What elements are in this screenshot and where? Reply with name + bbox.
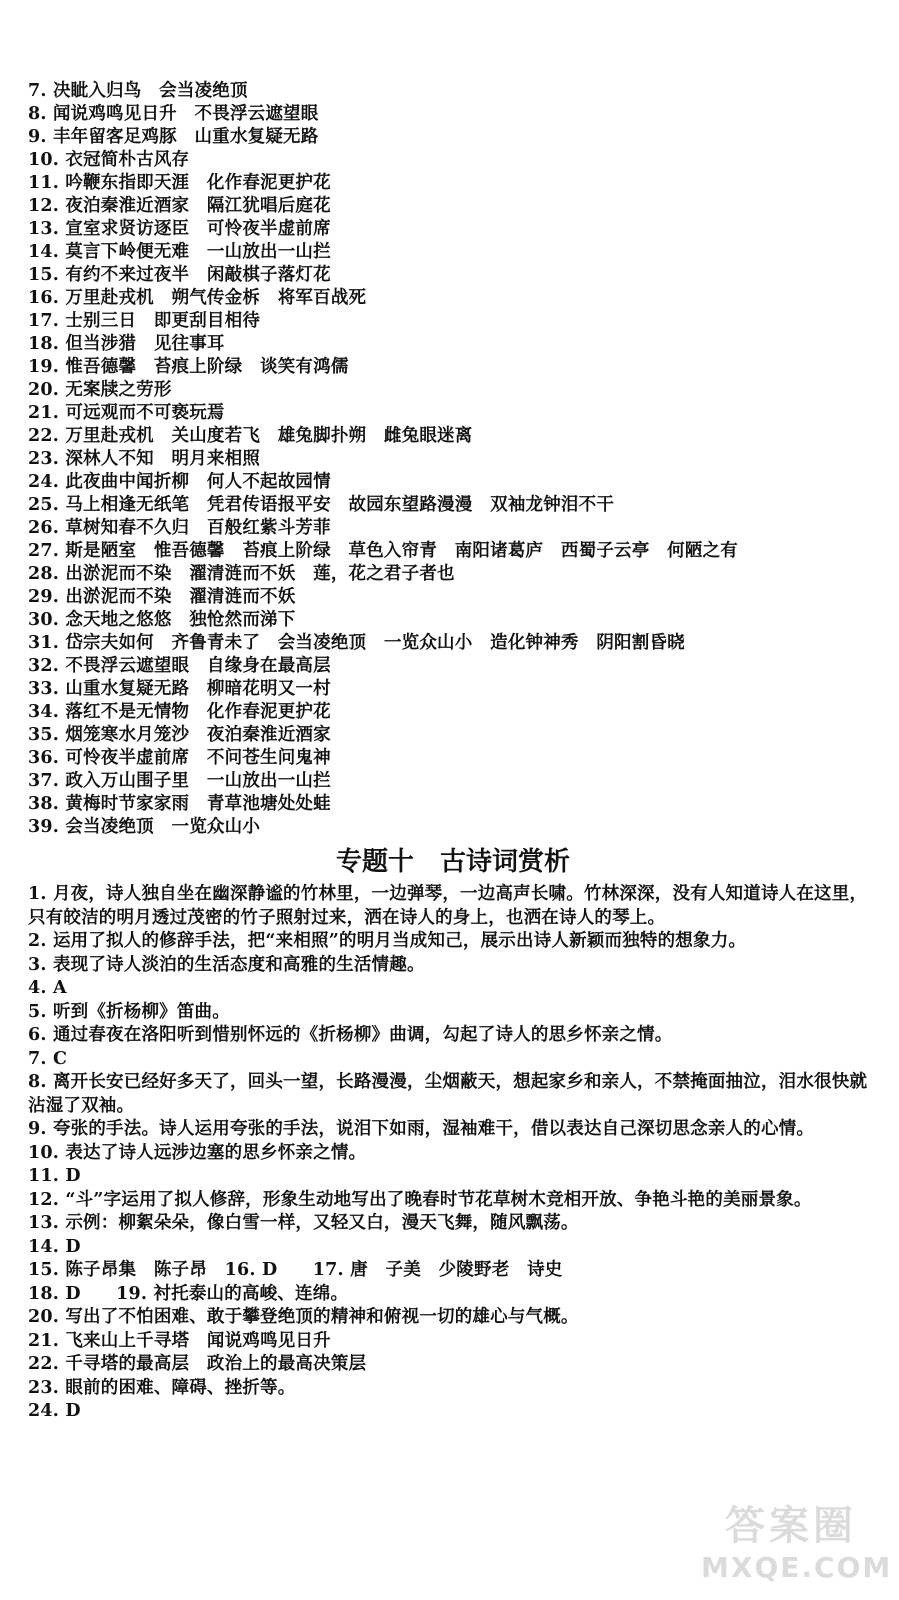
answer-paragraph: 8. 离开长安已经好多天了，回头一望，长路漫漫，尘烟蔽天，想起家乡和亲人，不禁掩面抽泣，泪水很快就沾湿了双袖。 (28, 1072, 868, 1116)
answer-line: 27. 斯是陋室 惟吾德馨 苔痕上阶绿 草色入帘青 南阳诸葛庐 西蜀子云亭 何陋之有 (28, 541, 738, 561)
answer-line: 36. 可怜夜半虚前席 不问苍生问鬼神 (28, 748, 331, 768)
answer-line: 34. 落红不是无情物 化作春泥更护花 (28, 702, 331, 722)
answer-paragraph: 1. 月夜，诗人独自坐在幽深静谧的竹林里，一边弹琴，一边高声长啸。竹林深深，没有人知道诗人在这里，只有皎洁的明月透过茂密的竹子照射过来，洒在诗人的身上，也洒在诗人的琴上。 (28, 884, 868, 928)
answer-page (28, 80, 878, 1424)
poetry-answers-list (28, 80, 878, 839)
answer-paragraph: 13. 示例：柳絮朵朵，像白雪一样，又轻又白，漫天飞舞，随风飘荡。 (28, 1213, 579, 1233)
answer-line: 9. 丰年留客足鸡豚 山重水复疑无路 (28, 127, 319, 147)
answer-line: 29. 出淤泥而不染 濯清涟而不妖 (28, 587, 296, 607)
answer-paragraph: 14. D (28, 1236, 81, 1257)
answer-line: 19. 惟吾德馨 苔痕上阶绿 谈笑有鸿儒 (28, 357, 349, 377)
answer-line: 23. 深林人不知 明月来相照 (28, 449, 261, 469)
answer-line: 11. 吟鞭东指即天涯 化作春泥更护花 (28, 173, 331, 193)
answer-paragraph: 18. D 19. 衬托泰山的高峻、连绵。 (28, 1283, 349, 1304)
appreciation-answers-list (28, 883, 878, 1424)
answer-line: 31. 岱宗夫如何 齐鲁青未了 会当凌绝顶 一览众山小 造化钟神秀 阴阳割昏晓 (28, 633, 685, 653)
answer-line: 25. 马上相逢无纸笔 凭君传语报平安 故园东望路漫漫 双袖龙钟泪不干 (28, 495, 615, 515)
watermark-text: 答案圈 (725, 1503, 857, 1549)
answer-line: 39. 会当凌绝顶 一览众山小 (28, 817, 261, 837)
answer-line: 13. 宣室求贤访逐臣 可怜夜半虚前席 (28, 219, 331, 239)
answer-paragraph: 5. 听到《折杨柳》笛曲。 (28, 1001, 230, 1022)
section-title: 专题十 古诗词赏析 (335, 847, 570, 877)
answer-paragraph: 23. 眼前的困难、障碍、挫折等。 (28, 1377, 296, 1398)
answer-line: 35. 烟笼寒水月笼沙 夜泊秦淮近酒家 (28, 725, 331, 745)
answer-line: 38. 黄梅时节家家雨 青草池塘处处蛙 (28, 794, 331, 814)
answer-paragraph: 24. D (28, 1401, 81, 1421)
answer-line: 30. 念天地之悠悠 独怆然而涕下 (28, 610, 296, 630)
answer-paragraph: 4. A (28, 978, 67, 998)
answer-paragraph: 12. “斗”字运用了拟人修辞，形象生动地写出了晚春时节花草树木竞相开放、争艳斗艳的美丽景象。 (28, 1189, 812, 1210)
answer-paragraph: 2. 运用了拟人的修辞手法，把“来相照”的明月当成知己，展示出诗人新颖而独特的想象力。 (28, 931, 747, 951)
answer-line: 22. 万里赴戎机 关山度若飞 雄兔脚扑朔 雌兔眼迷离 (28, 426, 473, 446)
answer-line: 16. 万里赴戎机 朔气传金柝 将军百战死 (28, 288, 367, 308)
answer-line: 15. 有约不来过夜半 闲敲棋子落灯花 (28, 265, 331, 285)
answer-line: 18. 但当涉猎 见往事耳 (28, 334, 225, 354)
answer-line: 20. 无案牍之劳形 (28, 380, 172, 400)
answer-paragraph: 9. 夸张的手法。诗人运用夸张的手法，说泪下如雨，湿袖难干，借以表达自己深切思念亲人的心情。 (28, 1119, 815, 1139)
answer-paragraph: 20. 写出了不怕困难、敢于攀登绝顶的精神和俯视一切的雄心与气概。 (28, 1307, 579, 1327)
answer-line: 24. 此夜曲中闻折柳 何人不起故园情 (28, 472, 331, 492)
answer-line: 12. 夜泊秦淮近酒家 隔江犹唱后庭花 (28, 196, 331, 216)
answer-line: 33. 山重水复疑无路 柳暗花明又一村 (28, 679, 331, 699)
answer-line: 28. 出淤泥而不染 濯清涟而不妖 莲，花之君子者也 (28, 564, 455, 584)
answer-line: 7. 决眦入归鸟 会当凌绝顶 (28, 81, 248, 101)
answer-line: 10. 衣冠简朴古风存 (28, 150, 190, 170)
answer-line: 14. 莫言下岭便无难 一山放出一山拦 (28, 242, 331, 262)
answer-paragraph: 15. 陈子昂集 陈子昂 16. D 17. 唐 子美 少陵野老 诗史 (28, 1260, 563, 1280)
answer-line: 32. 不畏浮云遮望眼 自缘身在最高层 (28, 656, 331, 676)
watermark-logo (701, 1500, 893, 1590)
answer-line: 37. 政入万山围子里 一山放出一山拦 (28, 771, 331, 791)
answer-line: 21. 可远观而不可亵玩焉 (28, 403, 225, 423)
answer-paragraph: 6. 通过春夜在洛阳听到惜别怀远的《折杨柳》曲调，勾起了诗人的思乡怀亲之情。 (28, 1025, 673, 1045)
answer-paragraph: 3. 表现了诗人淡泊的生活态度和高雅的生活情趣。 (28, 954, 425, 975)
answer-paragraph: 21. 飞来山上千寻塔 闻说鸡鸣见日升 (28, 1330, 331, 1351)
answer-line: 8. 闻说鸡鸣见日升 不畏浮云遮望眼 (28, 104, 319, 124)
answer-paragraph: 11. D (28, 1166, 81, 1186)
answer-line: 26. 草树知春不久归 百般红紫斗芳菲 (28, 518, 331, 538)
answer-paragraph: 22. 千寻塔的最高层 政治上的最高决策层 (28, 1354, 367, 1374)
answer-paragraph: 10. 表达了诗人远涉边塞的思乡怀亲之情。 (28, 1142, 367, 1163)
watermark-url: MXQE.COM (701, 1551, 893, 1584)
answer-paragraph: 7. C (28, 1048, 68, 1069)
answer-line: 17. 士别三日 即更刮目相待 (28, 311, 261, 331)
